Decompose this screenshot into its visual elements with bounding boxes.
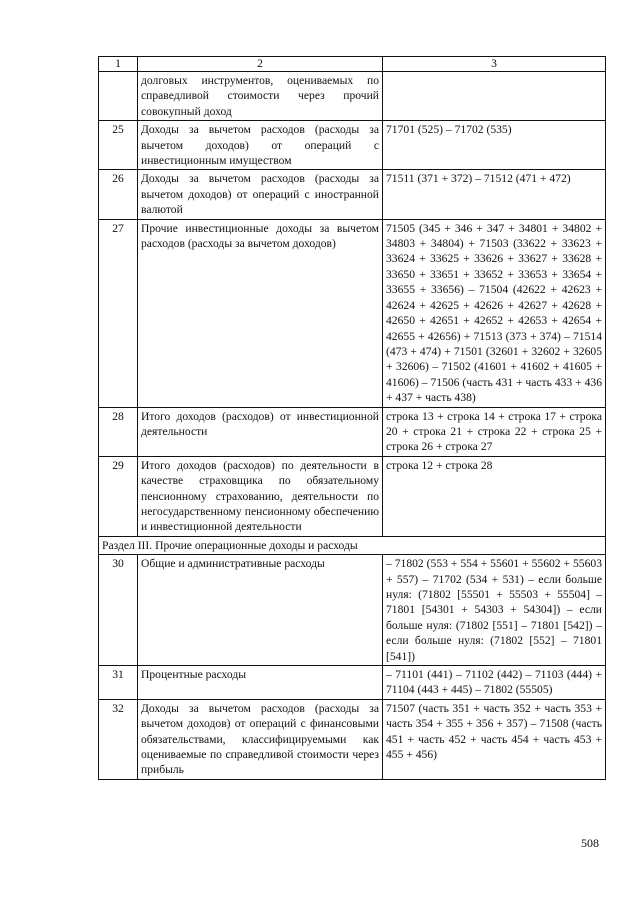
- row-formula-cell: 71505 (345 + 346 + 347 + 34801 + 34802 + 34803 + 34804) + 71503 (33622 + 33623 + 33624 + 33625 + 33626 + 33627 + 33628 + 33650 + 33651 + 33652 + 33653 + 33654 + 33655 + 33656) – 71504 (42622 + 42623 + 42624 + 42625 + 42626 + 42627 + 42628 + 42650 + 42651 + 42652 + 42653 + 42654 + 42655 + 42656) + 71513 (373 + 374) – 71514 (473 + 474) + 71501 (32601 + 32602 + 32605 + 32606) – 71502 (41601 + 41602 + 41605 + 41606) – 71506 (часть 431 + часть 433 + 436 + 437 + часть 438): [383, 219, 606, 407]
- page-number: 508: [581, 836, 599, 850]
- table-row: [99, 407, 606, 456]
- table-body: [99, 57, 606, 780]
- row-number-cell: 26: [99, 170, 138, 219]
- table-row: [99, 219, 606, 407]
- row-formula-cell: – 71802 (553 + 554 + 55601 + 55602 + 55603 + 557) – 71702 (534 + 531) – если больше нуля: (71802 [55501 + 55503 + 55504] – 71801 [54301 + 54303 + 54304]) – если больше нуля: (71802 [551] – 71801 [542]) – если больше нуля: (71802 [552] – 71801 [541]): [383, 555, 606, 666]
- table-row: [99, 456, 606, 536]
- row-number-cell: 28: [99, 407, 138, 456]
- table-row: [99, 666, 606, 700]
- row-formula-cell: строка 12 + строка 28: [383, 456, 606, 536]
- row-number-cell: 27: [99, 219, 138, 407]
- row-formula-cell: [383, 72, 606, 121]
- row-number-cell: 25: [99, 121, 138, 170]
- row-name-cell: Доходы за вычетом расходов (расходы за вычетом доходов) от операций с финансовыми обязательствами, классифицируемыми как оцениваемые по справедливой стоимости через прибыль: [138, 699, 383, 779]
- header-cell-name: 2: [138, 57, 383, 72]
- table-row: [99, 121, 606, 170]
- row-formula-cell: 71701 (525) – 71702 (535): [383, 121, 606, 170]
- row-formula-cell: – 71101 (441) – 71102 (442) – 71103 (444) + 71104 (443 + 445) – 71802 (55505): [383, 666, 606, 700]
- row-formula-cell: 71511 (371 + 372) – 71512 (471 + 472): [383, 170, 606, 219]
- header-cell-formula: 3: [383, 57, 606, 72]
- row-number-cell: 29: [99, 456, 138, 536]
- table-row: [99, 170, 606, 219]
- table-row: [99, 72, 606, 121]
- header-cell-number: 1: [99, 57, 138, 72]
- row-formula-cell: строка 13 + строка 14 + строка 17 + строка 20 + строка 21 + строка 22 + строка 25 + строка 26 + строка 27: [383, 407, 606, 456]
- row-number-cell: 30: [99, 555, 138, 666]
- table-row: [99, 699, 606, 779]
- section-title: Раздел III. Прочие операционные доходы и расходы: [99, 536, 606, 554]
- table-row: [99, 555, 606, 666]
- table-header-row: [99, 57, 606, 72]
- document-table: [98, 56, 606, 780]
- row-name-cell: Процентные расходы: [138, 666, 383, 700]
- row-name-cell: Общие и административные расходы: [138, 555, 383, 666]
- row-name-cell: Итого доходов (расходов) от инвестиционной деятельности: [138, 407, 383, 456]
- row-name-cell: Доходы за вычетом расходов (расходы за вычетом доходов) от операций с иностранной валютой: [138, 170, 383, 219]
- row-name-cell: долговых инструментов, оцениваемых по справедливой стоимости через прочий совокупный доход: [138, 72, 383, 121]
- row-number-cell: [99, 72, 138, 121]
- row-name-cell: Итого доходов (расходов) по деятельности в качестве страховщика по обязательному пенсионному страхованию, деятельности по негосударственному пенсионному обеспечению и инвестиционной деятельности: [138, 456, 383, 536]
- section-header-row: [99, 536, 606, 554]
- row-number-cell: 31: [99, 666, 138, 700]
- row-name-cell: Прочие инвестиционные доходы за вычетом расходов (расходы за вычетом доходов): [138, 219, 383, 407]
- row-name-cell: Доходы за вычетом расходов (расходы за вычетом доходов) от операций с инвестиционным имуществом: [138, 121, 383, 170]
- row-formula-cell: 71507 (часть 351 + часть 352 + часть 353 + часть 354 + 355 + 356 + 357) – 71508 (часть 451 + часть 452 + часть 454 + часть 453 + 455 + 456): [383, 699, 606, 779]
- row-number-cell: 32: [99, 699, 138, 779]
